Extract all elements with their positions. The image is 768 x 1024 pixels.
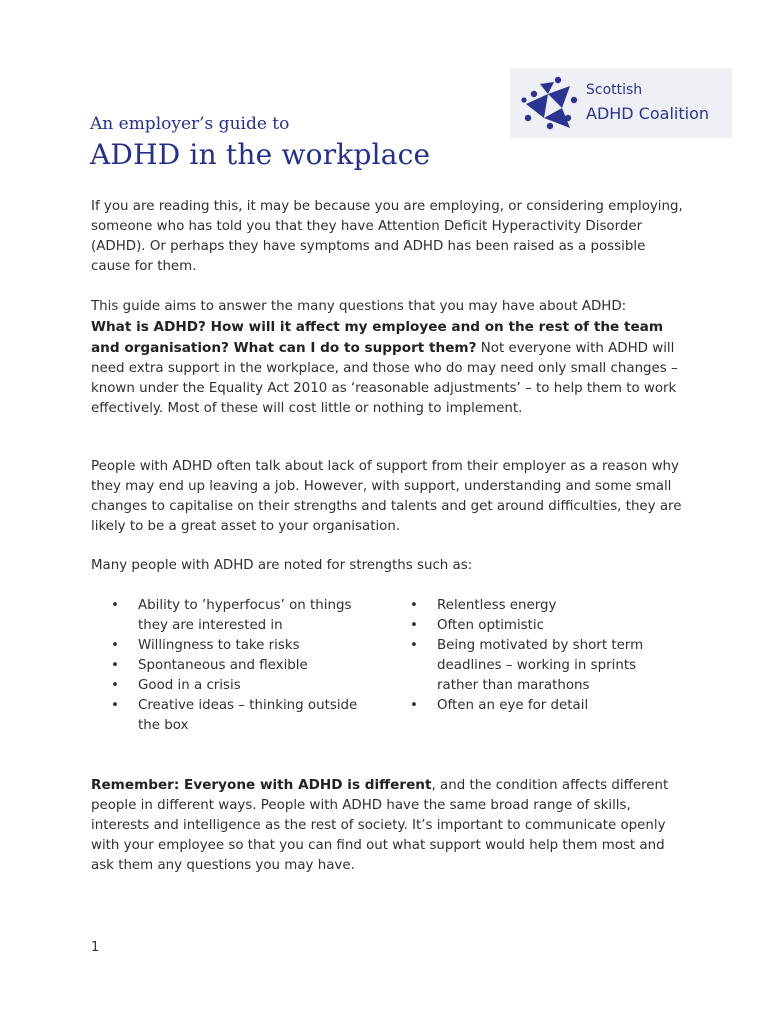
strengths-list-right bbox=[410, 596, 680, 716]
document-subtitle: An employer’s guide to bbox=[90, 114, 290, 134]
coalition-logo-icon bbox=[518, 74, 582, 132]
organisation-logo bbox=[510, 68, 732, 138]
list-item-text: Often optimistic bbox=[437, 618, 544, 633]
strengths-intro: Many people with ADHD are noted for strengths such as: bbox=[91, 558, 473, 573]
document-title: ADHD in the workplace bbox=[90, 138, 431, 171]
bullet-icon: • bbox=[410, 598, 418, 613]
questions-intro: This guide aims to answer the many questions that you may have about ADHD: bbox=[91, 299, 627, 314]
list-item bbox=[111, 656, 381, 676]
bullet-icon: • bbox=[410, 618, 418, 633]
list-item bbox=[410, 636, 680, 696]
bullet-icon: • bbox=[111, 638, 119, 653]
key-questions: What is ADHD? How will it affect my employee and on the rest of the team and organisation? What can I do to support them? bbox=[91, 319, 664, 356]
list-item-text: Ability to ’hyperfocus’ on things they are interested in bbox=[138, 598, 352, 633]
bullet-icon: • bbox=[111, 678, 119, 693]
list-item-text: Good in a crisis bbox=[138, 678, 241, 693]
bullet-icon: • bbox=[111, 658, 119, 673]
list-item-text: Willingness to take risks bbox=[138, 638, 300, 653]
list-item bbox=[410, 696, 680, 716]
questions-rest: Not everyone with ADHD will need extra support in the workplace, and those who do may need only small changes – known under the Equality Act 2010 as ‘reasonable adjustments’ – to help them to work effectively. Most of these will cost little or nothing to implement. bbox=[91, 341, 678, 416]
questions-paragraph bbox=[91, 297, 683, 419]
list-item-text: Relentless energy bbox=[437, 598, 557, 613]
list-item bbox=[410, 596, 680, 616]
remember-rest: , and the condition affects different people in different ways. People with ADHD have the same broad range of skills, interests and intelligence as the rest of society. It’s important to communicate openly with your employee so that you can find out what support would help them most and ask them any questions you may have. bbox=[91, 778, 669, 873]
list-item bbox=[111, 676, 381, 696]
bullet-icon: • bbox=[410, 698, 418, 713]
remember-paragraph bbox=[91, 775, 683, 876]
bullet-icon: • bbox=[111, 598, 119, 613]
strengths-list-left bbox=[111, 596, 381, 736]
bullet-icon: • bbox=[410, 638, 418, 653]
list-item bbox=[111, 636, 381, 656]
logo-text-coalition: ADHD Coalition bbox=[586, 104, 710, 123]
list-item bbox=[111, 696, 381, 736]
remember-emphasis: Remember: Everyone with ADHD is different bbox=[91, 777, 432, 793]
list-item bbox=[410, 616, 680, 636]
list-item-text: Spontaneous and flexible bbox=[138, 658, 308, 673]
page-number: 1 bbox=[91, 940, 100, 955]
list-item-text: Often an eye for detail bbox=[437, 698, 589, 713]
support-paragraph: People with ADHD often talk about lack of support from their employer as a reason why they may end up leaving a job. However, with support, understanding and some small changes to capitalise on their strengths and talents and get around difficulties, they are likely to be a great asset to your organisation. bbox=[91, 459, 682, 534]
list-item-text: Creative ideas – thinking outside the box bbox=[138, 698, 358, 733]
bullet-icon: • bbox=[111, 698, 119, 713]
intro-paragraph: If you are reading this, it may be because you are employing, or considering employing, someone who has told you that they have Attention Deficit Hyperactivity Disorder (ADHD). Or perhaps they have symptoms and ADHD has been raised as a possible cause for them. bbox=[91, 199, 683, 274]
list-item-text: Being motivated by short term deadlines – working in sprints rather than marathons bbox=[437, 638, 644, 693]
list-item bbox=[111, 596, 381, 636]
logo-text-scottish: Scottish bbox=[586, 82, 643, 98]
